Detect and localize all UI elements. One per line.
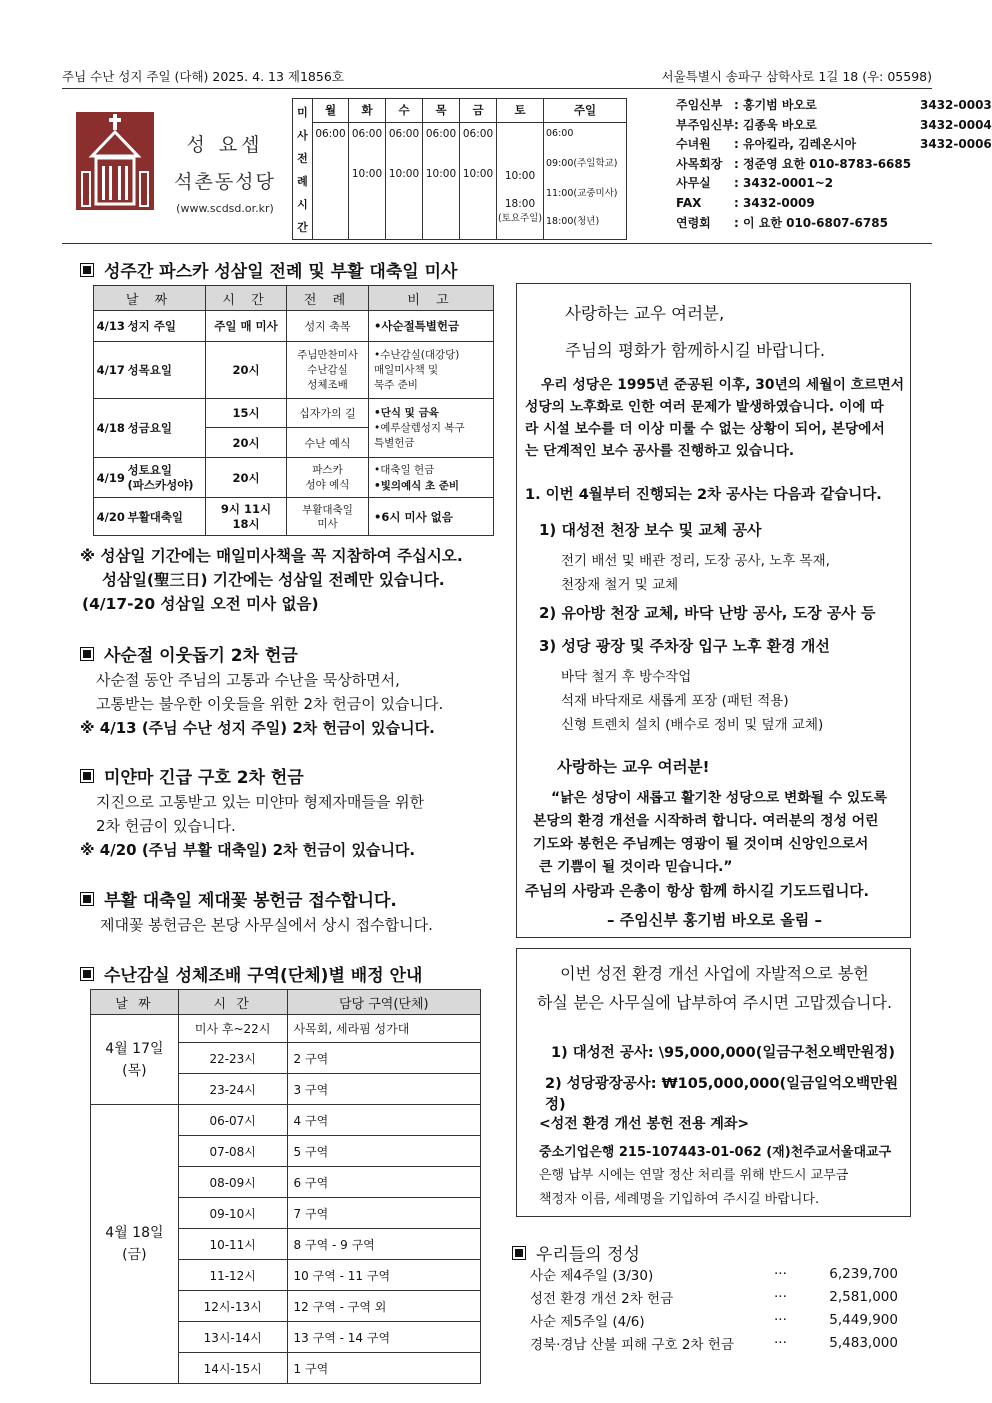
mass-schedule — [292, 98, 627, 240]
square-bullet-icon — [80, 263, 94, 277]
day-sun: 주일 — [544, 99, 627, 123]
holyweek-notes: ※ 성삼일 기간에는 매일미사책을 꼭 지참하여 주십시오. 성삼일(聖三日) 기간에는 성삼일 전례만 있습니다. (4/17-20 성삼일 오전 미사 없음) — [80, 547, 463, 613]
church-building-icon — [76, 112, 154, 210]
day-mon: 월 — [313, 99, 349, 123]
contact-row: 사무실 : 3432-0001~2 — [676, 176, 834, 191]
table-row: 20시 수난 예식 — [94, 428, 494, 458]
square-bullet-icon — [80, 967, 94, 981]
myanmar-body: 지진으로 고통받고 있는 미얀마 형제자매들을 위한 2차 헌금이 있습니다. ※ 4/20 (주님 부활 대축일) 2차 헌금이 있습니다. — [80, 793, 425, 859]
masthead — [62, 67, 932, 85]
offerings-list — [530, 1262, 898, 1354]
church-address: 서울특별시 송파구 삼학사로 1길 18 (우: 05598) — [661, 69, 932, 84]
issue-info: 주님 수난 성지 주일 (다해) 2025. 4. 13 제1856호 — [62, 69, 344, 84]
table-row: 23-24시 3 구역 — [91, 1074, 481, 1105]
tue-times: 06:00 10:00 — [349, 122, 386, 239]
letter-signature: – 주임신부 홍기범 바오로 올림 – — [607, 911, 822, 929]
holyweek-table — [93, 285, 494, 536]
adoration-title: 수난감실 성체조배 구역(단체)별 배정 안내 — [80, 961, 422, 986]
day-thu: 목 — [423, 99, 460, 123]
church-url[interactable]: (www.scdsd.or.kr) — [176, 202, 274, 215]
wed-times: 06:00 10:00 — [386, 122, 423, 239]
donation-box: 이번 성전 환경 개선 사업에 자발적으로 봉헌 하실 분은 사무실에 납부하여 주시면 고맙겠습니다. 1) 대성전 공사: \95,000,000(일금구천오백만원정) 2) 성당광장공사: ₩105,000,000(일금일억오백만원정) <성전 환경 개선 봉헌 전용 계좌> 중소기업은행 215-107443-01-062 (재)천주교서울대교구 은행 납부 시에는 연말 정산 처리를 위해 반드시 교무금 책정자 이름, 세례명을 기입하여 주시길 바랍니다. — [516, 948, 911, 1217]
table-row: 4월 18일 (금) 06-07시 4 구역 — [91, 1105, 481, 1136]
table-row: 4/19 성토요일 (파스카성야) 20시 파스카 성야 예식 •대축일 헌금 •빛의예식 초 준비 — [94, 458, 494, 498]
table-row: 08-09시 6 구역 — [91, 1167, 481, 1198]
pastor-letter: 사랑하는 교우 여러분, 주님의 평화가 함께하시길 바랍니다. 우리 성당은 1995년 준공된 이후, 30년의 세월이 흐르면서 성당의 노후화로 인한 여러 문제가 발생하였습니다. 이에 따 라 시설 보수를 더 이상 미룰 수 없는 상황이 되어, 본당에서 는 단계적인 보수 공사를 진행하고 있습니다. 1. 이번 4월부터 진행되는 2차 공사는 다음과 같습니다. 1) 대성전 천장 보수 및 교체 공사 전기 배선 및 배관 정리, 도장 공사, 노후 목재, 천장재 철거 및 교체 2) 유아방 천장 교체, 바닥 난방 공사, 도장 공사 등 3) 성당 광장 및 주차장 입구 노후 환경 개선 바닥 철거 후 방수작업 석재 바닥재로 새롭게 포장 (패턴 적용) 신형 트렌치 설치 (배수로 정비 및 덮개 교체) 사랑하는 교우 여러분! “낡은 성당이 새롭고 활기찬 성당으로 변화될 수 있도록 본당의 환경 개선을 시작하려 합니다. 여러분의 정성 어린 기도와 봉헌은 주님께는 영광이 될 것이며 신앙인으로서 큰 기쁨이 될 것이라 믿습니다.” 주님의 사랑과 은총이 항상 함께 하시길 기도드립니다. – 주임신부 홍기범 바오로 올림 – — [516, 283, 911, 938]
day-tue: 화 — [349, 99, 386, 123]
church-name-2: 석촌동성당 — [174, 171, 276, 193]
list-item: 사순 제4주일 (3/30) ··· 6,239,700 — [530, 1265, 898, 1284]
holyweek-title: 성주간 파스카 성삼일 전례 및 부활 대축일 미사 — [80, 257, 457, 282]
contact-row: 사목회장 : 정준영 요한 010-8783-6685 — [676, 156, 912, 171]
contact-row: 연령회 : 이 요한 010-6807-6785 — [676, 215, 888, 230]
lent-title: 사순절 이웃돕기 2차 헌금 — [80, 641, 298, 666]
letter-quote: “낡은 성당이 새롭고 활기찬 성당으로 변화될 수 있도록 본당의 환경 개선을 시작하려 합니다. 여러분의 정성 어린 기도와 봉헌은 주님께는 영광이 될 것이며 신앙인으로서 큰 기쁨이 될 것이라 믿습니다.” — [533, 790, 887, 875]
table-row: 4/18 성금요일 15시 십자가의 길 •단식 및 금육 •예루살렘성지 복구 특별헌금 — [94, 399, 494, 428]
thu-times: 06:00 10:00 — [423, 122, 460, 239]
church-name-block — [160, 130, 290, 215]
bank-account: 중소기업은행 215-107443-01-062 (재)천주교서울대교구 — [539, 1145, 892, 1160]
table-row: 4/20 부활대축일 9시 11시 18시 부활대축일 미사 •6시 미사 없음 — [94, 498, 494, 536]
list-item: 경북·경남 산불 피해 구호 2차 헌금 ··· 5,483,000 — [530, 1334, 898, 1353]
table-row: 4/17 성목요일 20시 주님만찬미사 수난감실 성체조배 •수난감실(대강당) 매일미사책 및 묵주 준비 — [94, 342, 494, 399]
col-liturgy: 전 례 — [287, 286, 369, 311]
contact-row: 수녀원 : 유아킬라, 김레온시아 3432-0006 — [676, 137, 992, 152]
list-item: 사순 제5주일 (4/6) ··· 5,449,900 — [530, 1311, 898, 1330]
lent-body: 사순절 동안 주님의 고통과 수난을 묵상하면서, 고통받는 불우한 이웃들을 위한 2차 헌금이 있습니다. ※ 4/13 (주님 수난 성지 주일) 2차 헌금이 있습니다. — [80, 671, 444, 737]
church-logo — [76, 112, 154, 210]
myanmar-title: 미얀마 긴급 구호 2차 헌금 — [80, 763, 304, 788]
table-row: 13시-14시 13 구역 - 14 구역 — [91, 1322, 481, 1353]
fri-times: 06:00 10:00 — [460, 122, 497, 239]
contact-list — [676, 96, 992, 233]
table-row: 22-23시 2 구역 — [91, 1043, 481, 1074]
day-wed: 수 — [386, 99, 423, 123]
table-row: 4월 17일 (목) 미사 후~22시 사목회, 세라핌 성가대 — [91, 1015, 481, 1043]
offerings-title: 우리들의 정성 — [512, 1240, 640, 1265]
table-row: 11-12시 10 구역 - 11 구역 — [91, 1260, 481, 1291]
mon-times: 06:00 — [313, 122, 349, 239]
square-bullet-icon — [512, 1246, 526, 1260]
church-name-1: 성 요셉 — [186, 134, 264, 156]
list-item: 성전 환경 개선 2차 헌금 ··· 2,581,000 — [530, 1288, 898, 1307]
square-bullet-icon — [80, 892, 94, 906]
adoration-table: 날 짜 시 간 담당 구역(단체) 4월 17일 (목) 미사 후~22시 사목회, 세라핌 성가대 22-23시 2 구역 23-24시 3 구역 4월 18일 (금) 06-07시 4 구역 07-08시 5 구역 08-09시 6 구역 09-10시 7 구역 10-11시 8 구역 - 9 구역 11-12시 10 구역 - 11 구역 12시-13시 12 구역 - 구역 외 13시-14시 13 구역 - 14 구역 14시-15시 1 구역 — [90, 989, 481, 1384]
table-row: 07-08시 5 구역 — [91, 1136, 481, 1167]
top-divider — [62, 88, 932, 89]
flower-body: 제대꽃 봉헌금은 본당 사무실에서 상시 접수합니다. — [100, 916, 433, 934]
sun-times: 06:00 09:00(주일학교) 11:00(교중미사) 18:00(청년) — [544, 122, 627, 239]
square-bullet-icon — [80, 647, 94, 661]
col-date: 날 짜 — [94, 286, 206, 311]
table-row: 09-10시 7 구역 — [91, 1198, 481, 1229]
table-row: 4/13 성지 주일 주일 매 미사 성지 축복 •사순절특별헌금 — [94, 311, 494, 342]
letter-intro: 우리 성당은 1995년 준공된 이후, 30년의 세월이 흐르면서 성당의 노후화로 인한 여러 문제가 발생하였습니다. 이에 따 라 시설 보수를 더 이상 미룰 수 없는 상황이 되어, 본당에서 는 단계적인 보수 공사를 진행하고 있습니다. — [525, 377, 905, 459]
day-fri: 금 — [460, 99, 497, 123]
flower-title: 부활 대축일 제대꽃 봉헌금 접수합니다. — [80, 886, 397, 911]
square-bullet-icon — [80, 769, 94, 783]
col-note: 비 고 — [369, 286, 494, 311]
table-row: 10-11시 8 구역 - 9 구역 — [91, 1229, 481, 1260]
sat-times: 10:00 18:00 (토요주일) — [497, 122, 544, 239]
mass-schedule-label: 미 사 전 례 시 간 — [293, 99, 313, 240]
header-divider — [62, 243, 932, 244]
col-time: 시 간 — [206, 286, 287, 311]
contact-row: 주임신부 : 홍기범 바오로 3432-0003 — [676, 98, 992, 112]
contact-row: 부주임신부 : 김종욱 바오로 3432-0004 — [676, 117, 992, 132]
contact-row: FAX : 3432-0009 — [676, 195, 815, 210]
table-row: 12시-13시 12 구역 - 구역 외 — [91, 1291, 481, 1322]
day-sat: 토 — [497, 99, 544, 123]
table-row: 14시-15시 1 구역 — [91, 1353, 481, 1384]
